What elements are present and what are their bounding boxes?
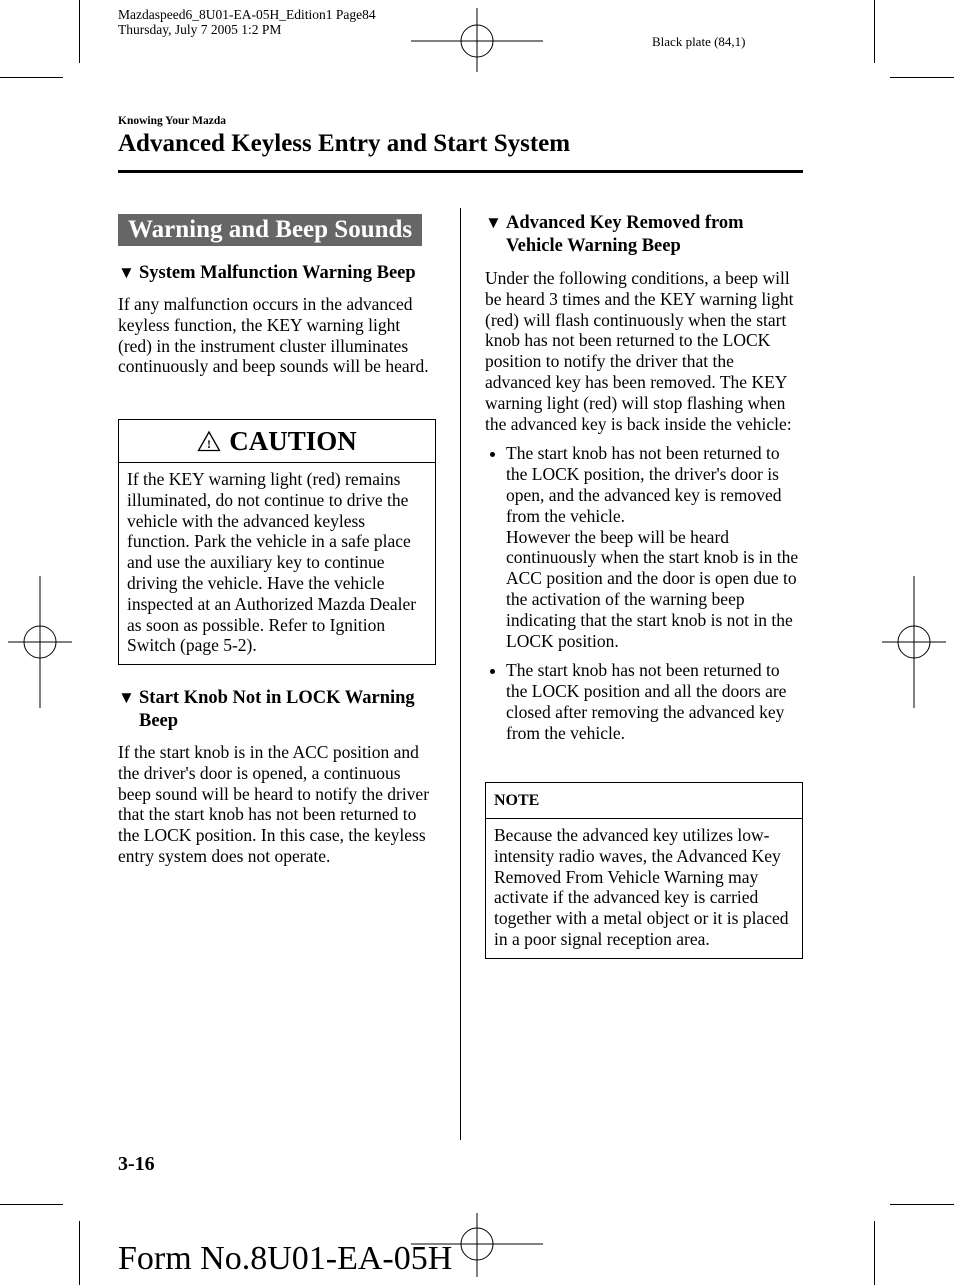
form-number: Form No.8U01-EA-05H (118, 1240, 453, 1277)
print-header (118, 7, 376, 37)
print-header-file: Mazdaspeed6_8U01-EA-05H_Edition1 Page84 (118, 7, 376, 22)
subheading-key-removed (485, 211, 803, 258)
crop-mark (0, 77, 63, 78)
section-label: Knowing Your Mazda (118, 115, 226, 127)
note-text: Because the advanced key utilizes low-intensity radio waves, the Advanced Key Removed From Vehicle Warning may activate if the advanced key is carried together with a metal object or it is placed in a poor signal reception area. (494, 825, 789, 949)
subheading-start-knob-text: Start Knob Not in LOCK Warning Beep (139, 688, 415, 731)
crop-mark (890, 1204, 954, 1205)
svg-text:!: ! (207, 437, 212, 451)
bullet-text: The start knob has not been returned to the LOCK position and all the doors are closed after removing the advanced key from the vehicle. (506, 660, 787, 743)
bullet-icon (490, 669, 495, 674)
subheading-start-knob (118, 686, 438, 733)
plate-label: Black plate (84,1) (652, 34, 746, 49)
subheading-malfunction-text: System Malfunction Warning Beep (139, 263, 416, 283)
list-item (485, 443, 803, 651)
down-triangle-icon: ▼ (485, 213, 502, 232)
down-triangle-icon: ▼ (118, 688, 135, 707)
start-knob-section (118, 686, 438, 867)
caution-text: If the KEY warning light (red) remains illuminated, do not continue to drive the vehicle with the advanced keyless function. Park the vehicle in a safe place and use the auxiliary key to continue driving the vehicle. Have the vehicle inspected at an Authorized Mazda Dealer as soon as possible. Refer to Ignition Switch (page 5-2). (127, 469, 417, 656)
note-header (486, 783, 802, 819)
warning-triangle-icon (197, 430, 221, 452)
start-knob-paragraph: If the start knob is in the ACC position and the driver's door is opened, a continuous beep sound will be heard to notify the driver that the start knob has not been returned to the LOCK position. In this case, the keyless entry system does not operate. (118, 742, 430, 866)
left-column (118, 214, 438, 377)
title-rule (118, 170, 803, 173)
bullet-icon (490, 452, 495, 457)
down-triangle-icon: ▼ (118, 263, 135, 282)
crop-mark (874, 0, 875, 63)
subheading-key-removed-text: Advanced Key Removed from Vehicle Warning Beep (506, 213, 744, 256)
column-divider (460, 208, 461, 1140)
page-number: 3-16 (118, 1153, 155, 1175)
crop-mark (79, 1221, 80, 1285)
crop-mark (79, 0, 80, 63)
caution-header (119, 420, 435, 463)
bullet-list (485, 443, 803, 743)
section-heading-box: Warning and Beep Sounds (118, 214, 422, 246)
crosshair-icon (8, 576, 72, 708)
list-item (485, 660, 803, 743)
caution-box (118, 419, 436, 665)
subheading-malfunction (118, 261, 438, 285)
crop-mark (874, 1221, 875, 1285)
note-box (485, 782, 803, 959)
bullet-extra-text: However the beep will be heard continuously when the start knob is in the ACC position and the door is open due to the activation of the warning beep indicating that the start knob is not in the LOCK position. (506, 526, 799, 651)
crosshair-icon (411, 8, 543, 72)
right-column (485, 211, 803, 753)
crop-mark (0, 1204, 63, 1205)
note-label: NOTE (494, 791, 540, 809)
key-removed-paragraph: Under the following conditions, a beep will be heard 3 times and the KEY warning light (red) will flash continuously when the start knob has not been returned to the LOCK position to notify the driver that the advanced key has been removed. The KEY warning light (red) will stop flashing when the advanced key is back inside the vehicle: (485, 268, 794, 434)
caution-label: CAUTION (229, 425, 357, 456)
crop-mark (890, 77, 954, 78)
bullet-text: The start knob has not been returned to the LOCK position, the driver's door is open, and the advanced key is removed from the vehicle. (506, 443, 782, 526)
malfunction-paragraph: If any malfunction occurs in the advanced keyless function, the KEY warning light (red) in the instrument cluster illuminates continuously and beep sounds will be heard. (118, 294, 429, 377)
crosshair-icon (882, 576, 946, 708)
print-header-date: Thursday, July 7 2005 1:2 PM (118, 22, 282, 37)
page-title: Advanced Keyless Entry and Start System (118, 130, 571, 157)
